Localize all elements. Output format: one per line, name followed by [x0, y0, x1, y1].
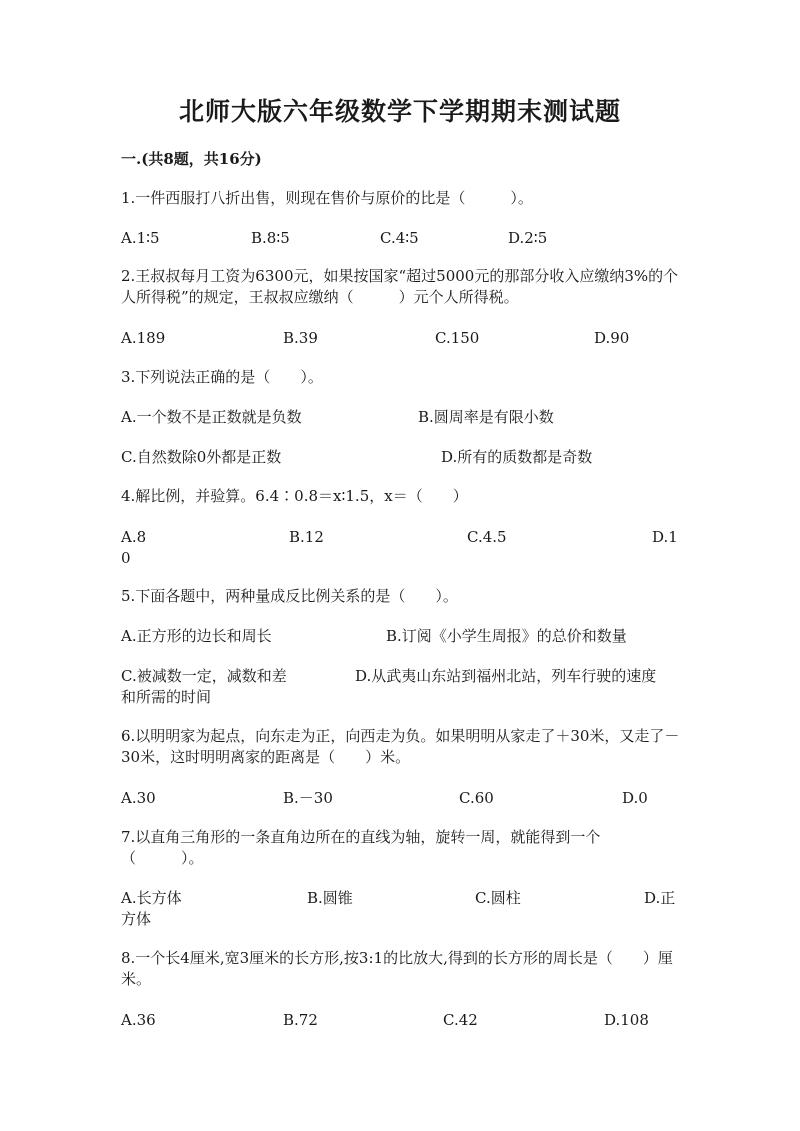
question-3-option-b: B.圆周率是有限小数: [418, 408, 554, 426]
question-7-stem: 7.以直角三角形的一条直角边所在的直线为轴，旋转一周，就能得到一个（ ）。: [121, 828, 601, 867]
question-8-option-a: A.36: [121, 1011, 156, 1029]
question-2-option-a: A.189: [121, 329, 166, 347]
question-5-option-d: D.从武夷山东站到福州北站，列车行驶的速度: [355, 667, 657, 685]
question-3-stem: 3.下列说法正确的是（ ）。: [121, 368, 323, 386]
question-5-option-d-wrap: 和所需的时间: [121, 688, 212, 706]
question-4-option-b: B.12: [289, 528, 324, 546]
question-1-option-a: A.1∶5: [121, 229, 160, 247]
question-8-option-c: C.42: [443, 1011, 478, 1029]
question-4-option-d-wrap: 0: [121, 549, 131, 567]
question-3-option-c: C.自然数除0外都是正数: [121, 448, 282, 466]
question-2-option-c: C.150: [435, 329, 480, 347]
question-6-option-d: D.0: [622, 789, 648, 807]
question-1-option-c: C.4∶5: [380, 229, 419, 247]
section-heading: 一.(共8题，共16分): [121, 150, 262, 168]
question-8-stem: 8.一个长4厘米,宽3厘米的长方形,按3:1的比放大,得到的长方形的周长是（ ）厘米。: [121, 949, 673, 988]
question-1-option-b: B.8∶5: [251, 229, 290, 247]
question-6-option-a: A.30: [121, 789, 156, 807]
question-6-option-b: B.－30: [283, 789, 333, 807]
page-title: 北师大版六年级数学下学期期末测试题: [178, 97, 621, 126]
question-5-option-b: B.订阅《小学生周报》的总价和数量: [386, 627, 627, 645]
question-1-stem: 1.一件西服打八折出售，则现在售价与原价的比是（ ）。: [121, 189, 533, 207]
question-8-option-d: D.108: [604, 1011, 649, 1029]
question-5-option-c: C.被减数一定，减数和差: [121, 667, 287, 685]
question-8-option-b: B.72: [283, 1011, 318, 1029]
question-4-option-a: A.8: [121, 528, 147, 546]
question-2-stem: 2.王叔叔每月工资为6300元，如果按国家“超过5000元的那部分收入应缴纳3%的个人所得税”的规定，王叔叔应缴纳（ ）元个人所得税。: [121, 267, 679, 306]
question-7-option-d: D.正: [644, 889, 676, 907]
question-7-option-c: C.圆柱: [475, 889, 521, 907]
question-5-stem: 5.下面各题中，两种量成反比例关系的是（ ）。: [121, 587, 458, 605]
question-7-option-a: A.长方体: [121, 889, 182, 907]
question-5-option-a: A.正方形的边长和周长: [121, 627, 272, 645]
question-3-option-d: D.所有的质数都是奇数: [441, 448, 593, 466]
question-3-option-a: A.一个数不是正数就是负数: [121, 408, 302, 426]
question-6-stem: 6.以明明家为起点，向东走为正，向西走为负。如果明明从家走了＋30米，又走了－30米，这时明明离家的距离是（ ）米。: [121, 727, 680, 766]
question-4-option-d: D.1: [652, 528, 678, 546]
question-4-option-c: C.4.5: [467, 528, 507, 546]
question-2-option-b: B.39: [283, 329, 318, 347]
question-6-option-c: C.60: [459, 789, 494, 807]
question-7-option-b: B.圆锥: [307, 889, 353, 907]
question-1-option-d: D.2∶5: [508, 229, 548, 247]
question-2-option-d: D.90: [594, 329, 630, 347]
question-7-option-d-wrap: 方体: [121, 910, 152, 928]
question-4-stem: 4.解比例，并验算。6.4∶0.8＝x∶1.5，x＝（ ）: [121, 487, 468, 505]
